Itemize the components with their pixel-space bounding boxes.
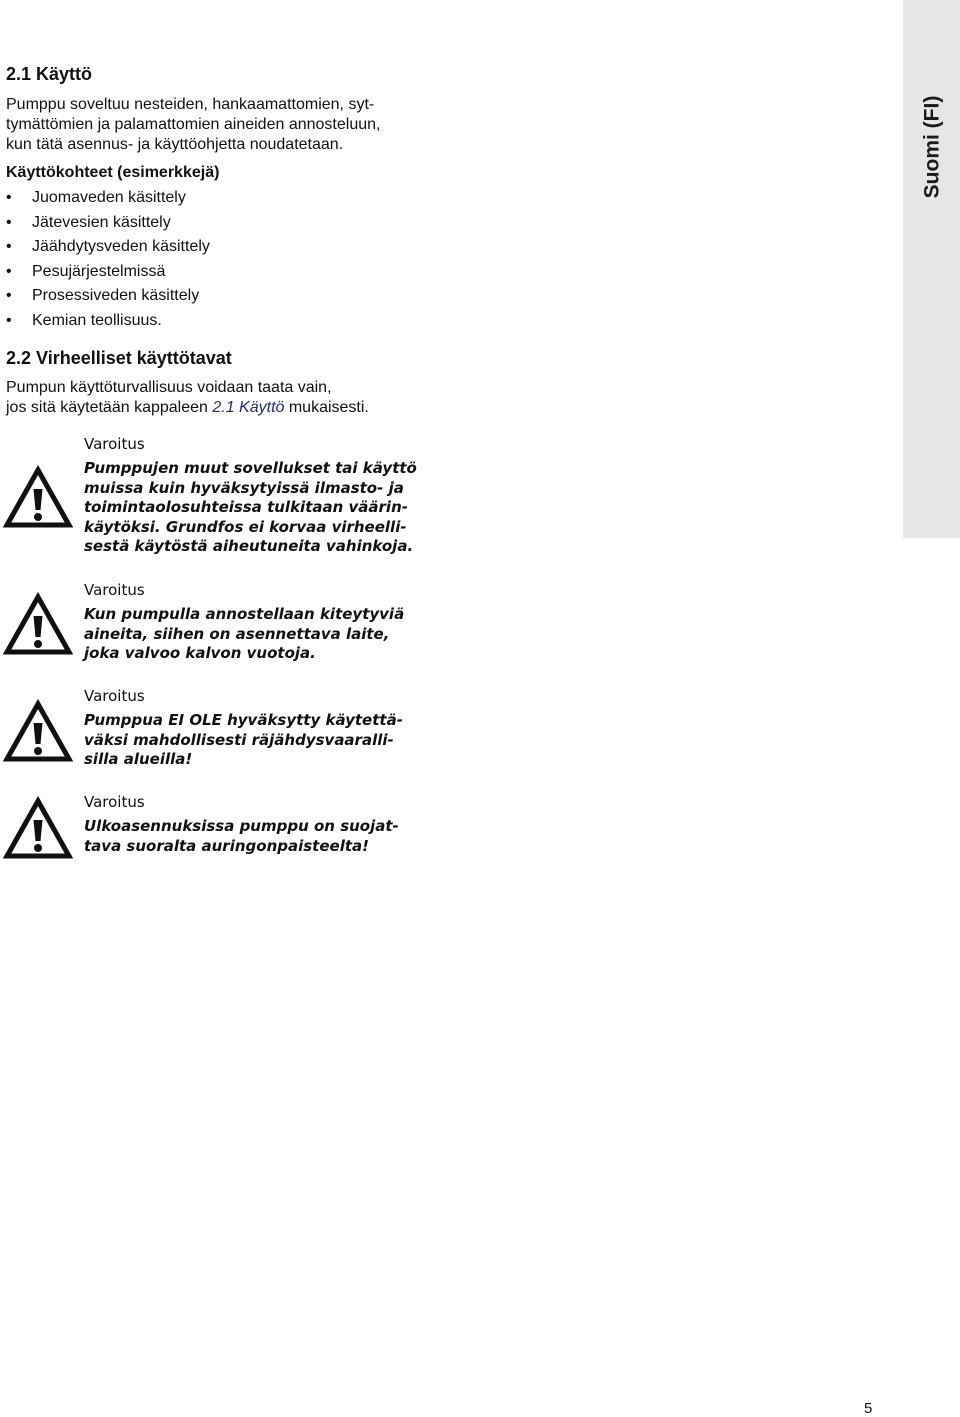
warning-line: Pumppujen muut sovellukset tai käyttö xyxy=(84,459,417,477)
list-item-text: Pesujärjestelmissä xyxy=(32,262,166,280)
bullet-icon: • xyxy=(6,311,12,329)
warning-line: muissa kuin hyväksytyissä ilmasto- ja xyxy=(84,478,404,497)
warning-line: väksi mahdollisesti räjähdysvaaralli- xyxy=(84,730,394,749)
list-item xyxy=(6,211,210,236)
uses-heading: Käyttökohteet (esimerkkejä) xyxy=(6,164,220,181)
bullet-icon: • xyxy=(6,189,12,206)
warning-line: Ulkoasennuksissa pumppu on suojat- xyxy=(84,817,399,835)
warning-line: tava suoralta auringonpaisteelta! xyxy=(84,836,369,855)
language-side-tab xyxy=(903,0,960,538)
list-item xyxy=(6,186,210,211)
list-item-text: Kemian teollisuus. xyxy=(32,311,162,329)
line2-before: jos sitä käytetään kappaleen xyxy=(6,399,213,416)
section-2-2-line-1: Pumpun käyttöturvallisuus voidaan taata vain, xyxy=(6,379,332,396)
warning-title: Varoitus xyxy=(84,435,145,453)
section-2-1-intro xyxy=(6,95,380,155)
list-item xyxy=(6,284,210,309)
warning-title: Varoitus xyxy=(84,687,145,705)
warning-triangle-icon xyxy=(3,796,73,860)
list-item-text: Juomaveden käsittely xyxy=(32,189,186,206)
intro-line: Pumppu soveltuu nesteiden, hankaamattomien, syt- xyxy=(6,96,375,113)
warning-triangle-icon xyxy=(3,465,73,529)
line2-after: mukaisesti. xyxy=(284,399,369,416)
warning-line: Kun pumpulla annostellaan kiteytyviä xyxy=(84,605,405,623)
warning-line: sestä käytöstä aiheutuneita vahinkoja. xyxy=(84,537,414,556)
warning-line: joka valvoo kalvon vuotoja. xyxy=(84,644,316,663)
list-item xyxy=(6,235,210,260)
warning-line: silla alueilla! xyxy=(84,750,193,769)
bullet-icon: • xyxy=(6,262,12,280)
list-item xyxy=(6,260,210,285)
intro-line: tymättömien ja palamattomien aineiden annosteluun, xyxy=(6,116,381,133)
warning-body xyxy=(84,605,404,664)
bullet-icon: • xyxy=(6,287,12,305)
section-2-2-text xyxy=(6,378,369,418)
uses-list xyxy=(6,186,210,334)
warning-body xyxy=(84,817,399,856)
warning-body xyxy=(84,711,403,770)
warning-triangle-icon xyxy=(3,592,73,656)
list-item-text: Prosessiveden käsittely xyxy=(32,287,200,305)
section-2-2-heading: 2.2 Virheelliset käyttötavat xyxy=(6,348,232,368)
bullet-icon: • xyxy=(6,238,12,256)
warning-title: Varoitus xyxy=(84,581,145,599)
list-item-text: Jätevesien käsittely xyxy=(32,213,171,231)
section-2-1-link[interactable]: 2.1 Käyttö xyxy=(212,399,285,416)
list-item-text: Jäähdytysveden käsittely xyxy=(32,238,210,256)
warning-triangle-icon xyxy=(3,699,73,763)
warning-line: Pumppua EI OLE hyväksytty käytettä- xyxy=(84,711,403,729)
language-tab-label-wrapper xyxy=(918,92,946,202)
section-2-1-heading: 2.1 Käyttö xyxy=(6,64,93,84)
section-2-2-line-2 xyxy=(6,398,369,418)
page-number: 5 xyxy=(864,1400,873,1417)
warning-line: toimintaolosuhteissa tulkitaan väärin- xyxy=(84,498,408,517)
warning-body xyxy=(84,459,417,557)
warning-title: Varoitus xyxy=(84,793,145,811)
bullet-icon: • xyxy=(6,213,12,231)
language-tab-label: Suomi (FI) xyxy=(920,95,943,199)
warning-line: käytöksi. Grundfos ei korvaa virheelli- xyxy=(84,517,407,536)
intro-line: kun tätä asennus- ja käyttöohjetta noudatetaan. xyxy=(6,136,344,153)
list-item xyxy=(6,309,210,334)
warning-line: aineita, siihen on asennettava laite, xyxy=(84,624,390,643)
